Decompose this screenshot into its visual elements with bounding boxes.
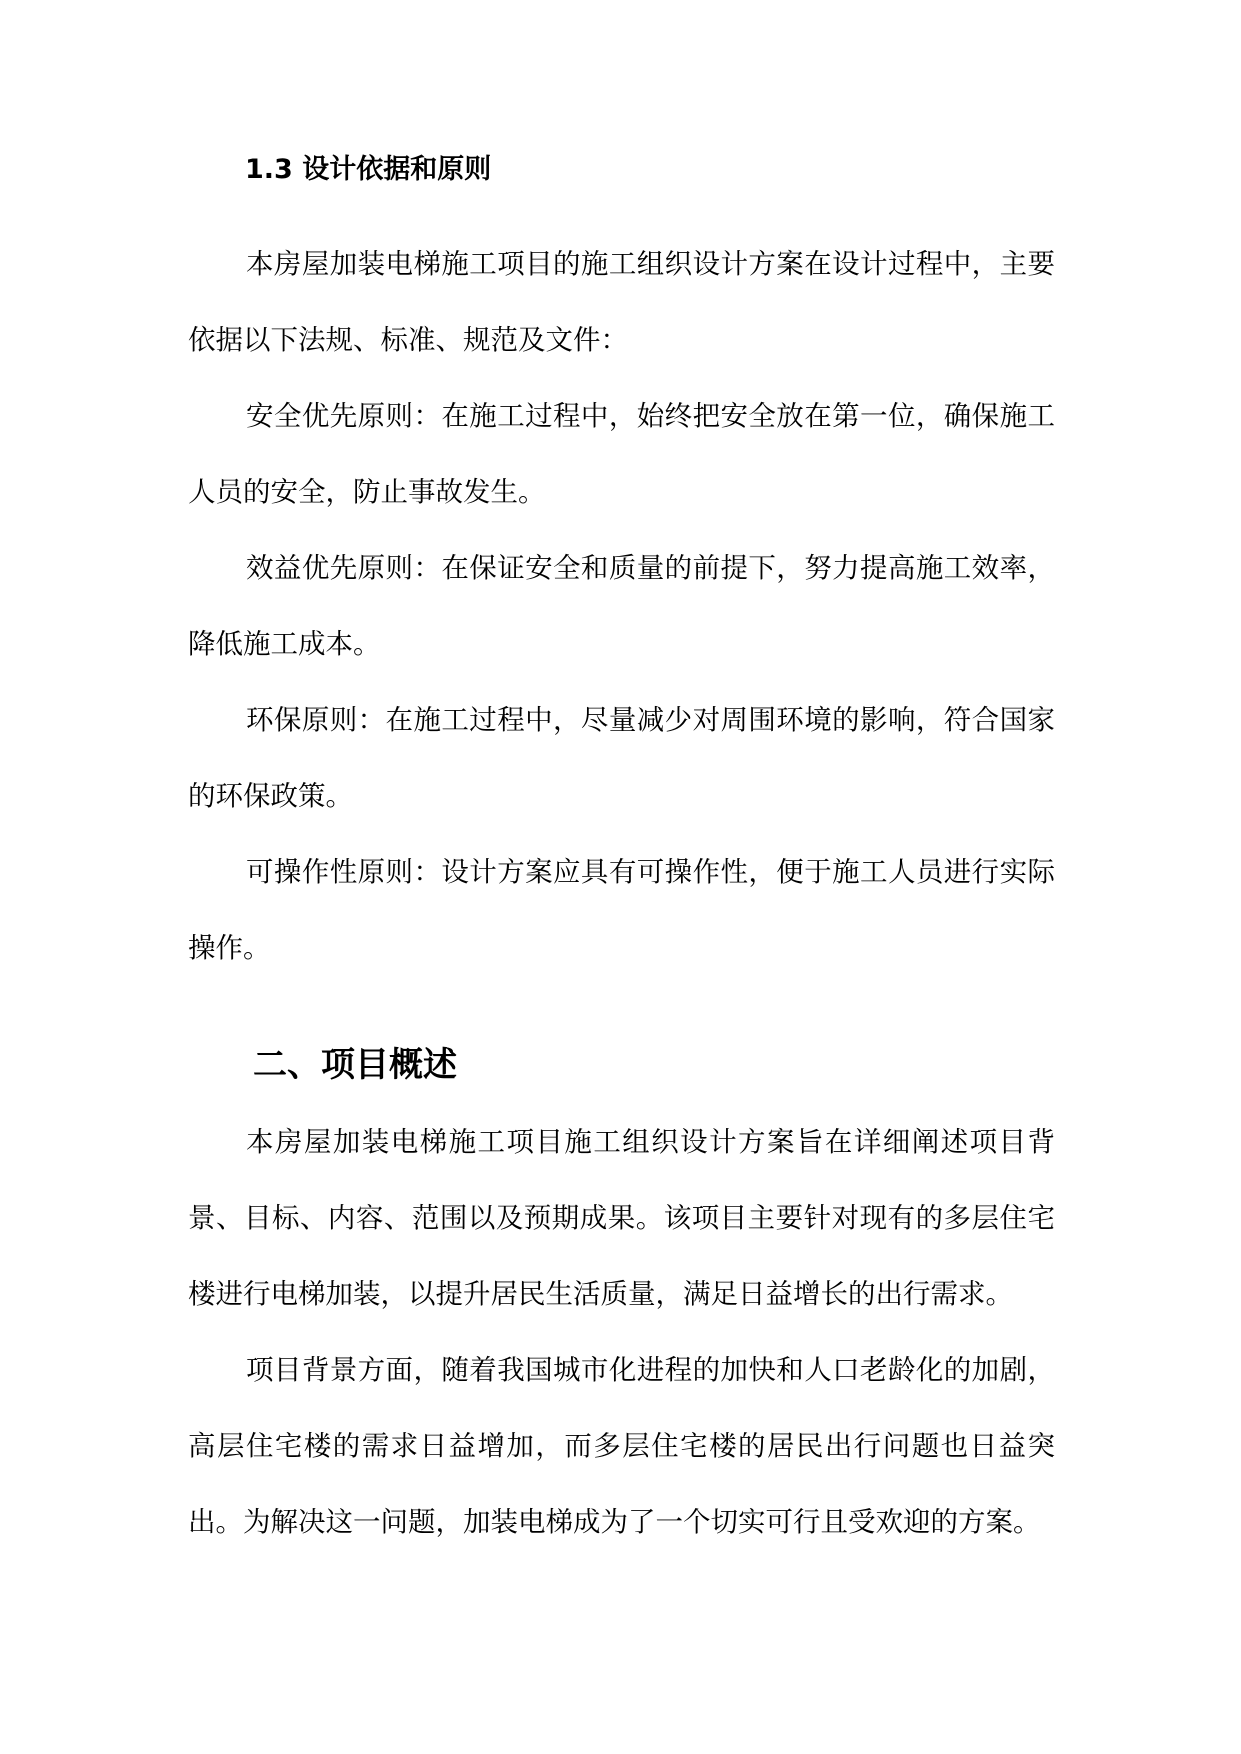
principle-efficiency-paragraph: 效益优先原则：在保证安全和质量的前提下，努力提高施工效率，降低施工成本。 (188, 552, 1055, 660)
project-background-paragraph: 项目背景方面，随着我国城市化进程的加快和人口老龄化的加剧，高层住宅楼的需求日益增加，而多层住宅楼的居民出行问题也日益突出。为解决这一问题，加装电梯成为了一个切实可行且受欢迎的方案。 (188, 1354, 1055, 1538)
section-2-heading: 二、项目概述 (253, 1045, 457, 1085)
principle-safety-paragraph: 安全优先原则：在施工过程中，始终把安全放在第一位，确保施工人员的安全，防止事故发生。 (188, 400, 1055, 508)
section-1-3-intro-paragraph: 本房屋加装电梯施工项目的施工组织设计方案在设计过程中，主要依据以下法规、标准、规范及文件： (188, 248, 1055, 356)
project-overview-paragraph: 本房屋加装电梯施工项目施工组织设计方案旨在详细阐述项目背景、目标、内容、范围以及预期成果。该项目主要针对现有的多层住宅楼进行电梯加装，以提升居民生活质量，满足日益增长的出行需求。 (188, 1126, 1055, 1310)
section-1-3-heading: 1.3 设计依据和原则 (245, 154, 492, 185)
principle-environment-paragraph: 环保原则：在施工过程中，尽量减少对周围环境的影响，符合国家的环保政策。 (188, 704, 1055, 812)
principle-operability-paragraph: 可操作性原则：设计方案应具有可操作性，便于施工人员进行实际操作。 (188, 856, 1055, 964)
